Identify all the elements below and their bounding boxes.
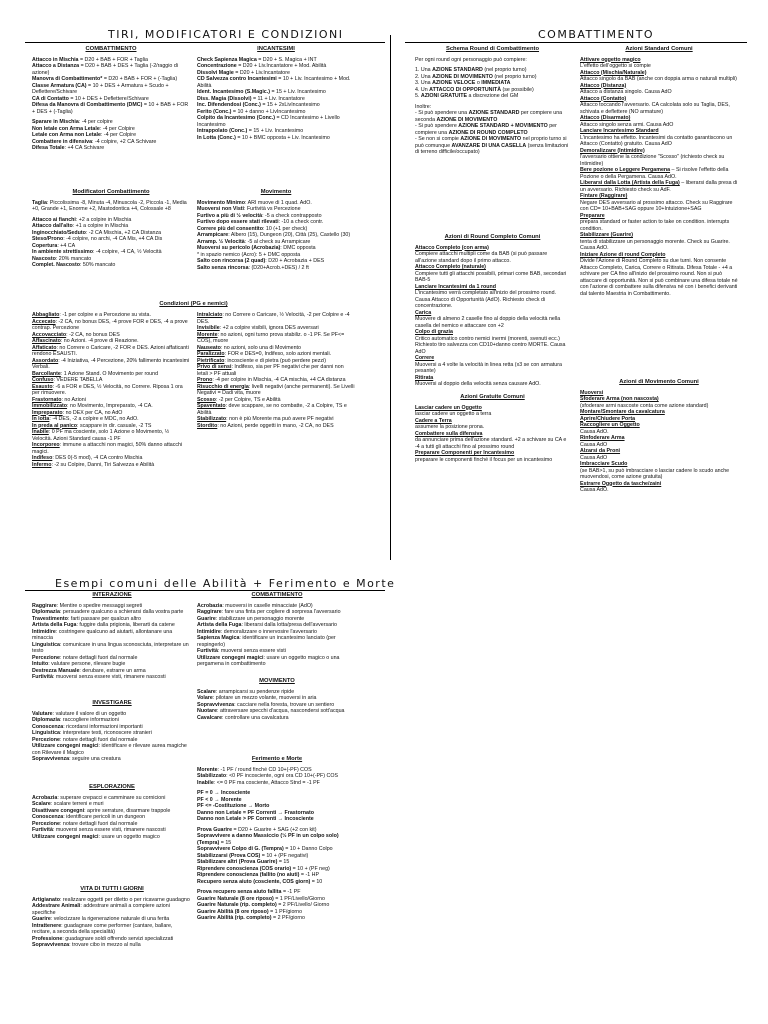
text-line: Morente: -1 PF / round finché CD 10+(-PF) COS [197,766,312,773]
text-line: (se BAB>1, su può imbracciare o lasciar cadere lo scudo anche muovendosi, come azione gratuita) [580,467,730,480]
text-line: Inoltre: [415,103,432,110]
round-completo-lines [415,245,570,388]
standard-lines [580,57,738,298]
text-line: Combattere sulla difensiva [415,430,483,437]
text-line: Stordito: no Azioni, perde oggetti in mano, -2 CA, no DES [197,422,334,429]
text-line: Furtività: muoversi senza essere visti [197,648,286,654]
text-line: In lotta: -4 DES, -2 a colpire e MDC, no AdO. [32,416,139,422]
left-title-rule [25,42,385,43]
text-line: Attacco ai fianchi: +2 a colpire in Mischia [32,216,132,223]
text-line: Prono: -4 per colpire in Mischia, -4 CA mischia, +4 CA distanza [197,377,346,383]
text-line: Muoversi a 4 volte la velocità in linea retta (x3 se con armatura pesante) [415,361,562,374]
condizioni-left-lines [32,312,190,468]
movimento2-section [197,678,357,721]
text-line: Compiere tutti gli attacchi possibili, primari come BAB, secondari BAB-5 [415,270,567,283]
text-line: Divide l'Azione di Round Completo su due turni. Non consente Attacco Completo, Carica, Correre o Ritirata. Difesa Totale - +4 a schivare per CA fino all'inizio del prossimo round. Non si può attaccare di opportunità. Non si può combinare una difesa totale né con l'azione di combattere sulla difensiva né con i benefici derivanti dal talento Maestria in Combattimento. [580,258,738,297]
text-line: Concentrazione = D20 + Liv.Incantatore + Mod. Abilità [197,63,327,69]
text-line: Artigianato: realizzare oggetti per diletto o per ricavarne guadagno [32,896,190,903]
text-line: Riprendere conoscienza (fallito (no aiuti) = -1 HP [197,872,319,878]
text-line: 3. Una AZIONE VELOCE o IMMEDIATA [415,80,511,86]
text-line: Dissolvi Magie = D20 + Liv.Incantatore [197,69,290,76]
text-line: (sfoderare armi nascoste conta come azione standard) [580,402,709,409]
text-line: Ritirata [415,374,434,381]
text-line: Risucchio di energia: livelli negativi (anche permanenti). Se Livelli Negativi = Dadi vita, muore [197,383,355,396]
text-line: PF = 0 → Incosciente [197,790,251,796]
text-line: Stabilizzarsi (Prova COS) = 10 + (PF negativi) [197,852,309,859]
text-line: Conoscenza: identificare pericoli in un dungeon [32,814,146,820]
text-line: Recupero senza aiuto (cosciente, COS giorn) = 10 [197,878,323,885]
text-line: Attacco singolo senza armi. Causa AdO [580,121,674,128]
text-line: Prova Guarire = D20 + Guarire + SAG (+2 con kit) [197,826,317,833]
text-line: Attacco (Mischia/Naturale) [580,69,647,76]
movimento-comuni-heading: Azioni di Movimento Comuni [619,379,699,385]
text-line: Frastornato: no Azioni [32,396,86,403]
text-line: CA di Contatto = 10 + DES + Deflettere/Schivare [32,95,149,102]
text-line: Scalare: scalare terreni e muri [32,801,104,807]
text-line: Rinfoderare Arma [580,435,625,441]
text-line: Copertura: +4 CA [32,242,76,249]
text-line: Acrobazia: muoversi in caselle minacciate (AdO) [197,602,313,609]
text-line: tenta di stabilizzare un personaggio morente. Check su Guarire. Causa AdO. [580,238,730,251]
text-line: L'effetto dell'oggetto si compie [580,63,651,69]
text-line: Arramp. ½ Velocità: -5 al check su Arrampicare [197,238,311,245]
text-line: Assordato: -4 Iniziativa, -4 Percezione, 20% fallimento incantesimi Verbali. [32,357,190,370]
text-line: Destrezza Manuale: derubare, estrarre un arma [32,667,146,674]
investigare-heading: INVESTIGARE [92,700,132,706]
text-line: Professione: guadagnare soldi offrendo servizi specializzati [32,935,174,942]
incantesimi-lines [197,57,355,142]
gratuite-section [415,394,570,463]
text-line: Stabilizzare (Guarire) [580,232,633,238]
text-line: Pietrificato: incosciente e di pietra (può perdere pezzi) [197,357,326,364]
text-line: Danno non Letale > PF Correnti → Incosciente [197,816,314,822]
text-line: Attacco Completo (naturale) [415,264,486,270]
combattimento2-section [197,592,357,668]
text-line: Incorporeo: immune a attacchi non magici, 50% danno attacchi magici. [32,442,183,455]
modificatori-heading: Modificatori Combattimento [72,189,150,195]
text-line: Aprire/Chiudere Porta [580,415,636,422]
schema-section [415,46,570,156]
text-line: Abbagliato: -1 per colpire e a Percezione su vista. [32,312,151,318]
investigare-lines [32,711,192,763]
schema-heading: Schema Round di Combattimento [445,46,540,52]
text-line: Causa AdO [580,454,608,461]
text-line: Privo di sensi: Indifeso, sia per PF negativi che per danni non letali > PF attuali [197,364,344,377]
text-line: Attacco a Distanza = D20 + BAB + DES + Taglia (-2/raggio di azione) [32,63,178,76]
text-line: Utilizzare congegni magici: usare un oggetto magico [32,833,160,840]
movimento-section [197,189,355,271]
combattimento-section [32,46,190,152]
text-line: Cavalcare: controllare una cavalcatura [197,714,289,721]
text-line: Iniziare Azione di round Completo [580,251,666,258]
text-line: Morente: no azioni, ogni turno prova stabiliz. o -1 PF. Se PF<= COS), muore [197,331,345,344]
text-line: Percezione: notare dettagli fuori dal normale [32,820,138,827]
text-line: Combattere in difensiva: -4 colpire, +2 CA Schivare [32,138,157,145]
vertical-divider [390,35,391,560]
text-line: Attacco (Contatto) [580,95,627,102]
gratuite-heading: Azioni Gratuite Comuni [460,394,525,400]
standard-heading: Azioni Standard Comuni [625,46,693,52]
condizioni-heading: Condizioni (PG e nemici) [159,301,228,307]
text-line: Raggirare: fare una finta per cogliere di sorpresa l'avversario [197,609,341,615]
text-line: Correre [415,355,435,361]
text-line: L'incantesimo ha effetto. Incantesimi da contatto garantiscono un Attacco (Contatto) gratuito. Causa AdO [580,134,733,147]
text-line: Barcollante: 1 Azione Stand. O Movimento per round [32,370,159,377]
text-line: PF <= -Costituzione → Morto [197,803,270,809]
schema-lines [415,57,570,156]
text-line: Guarire Naturale (8 ore riposo) = 1 PF/Livello/Giorno [197,895,325,902]
text-line: Prova recupero senza aiuto fallita = -1 PF [197,889,301,895]
text-line: Salto senza rincorsa: (D20+Acrob.+DES) / 2 ft [197,264,309,271]
text-line: Lanciare Incantesimo Standard [580,128,659,134]
text-line: Raggirare: Mentire o spedire messaggi segreti [32,602,143,609]
modificatori-section [32,189,190,269]
text-line: Inabile: 0 PF ma cosciente, solo 1 Azione o Movimento, ½ Velocità. Azioni Standard causa -1 PF [32,429,170,442]
text-line: In Lotta (Conc.) = 10 + BMC opposta + Liv. Incantesimo [197,134,330,141]
text-line: prepara standard or faster action to take on condition. interrupts condition. [580,219,730,232]
text-line: Intralciato: no Correre o Caricare, ½ Velocità, -2 per Colpire e -4 DES. [197,312,350,325]
text-line: Demoralizzare (Intimidire) [580,147,645,154]
text-line: In preda al panico: scappare in dir. casuale, -2 TS [32,422,152,429]
text-line: Muovere di almeno 2 caselle fino al doppio della velocità nella casella del nemico e attaccare con +2 [415,316,561,329]
round-completo-heading: Azioni di Round Completo Comuni [444,234,541,240]
text-line: Causa AdO [580,441,608,448]
text-line: Nauseato: no azioni, solo una di Movimento [197,344,301,351]
text-line: Classe Armatura (CA) = 10 + DES + Armatura + Scudo + Deflettere/Schivare [32,82,169,95]
text-line: Arrampicare: Albero (15), Dungeon (20), Città (25), Castello (30) [197,232,351,238]
text-line: Guarire Abilità (rip. completo) = 2 PF/giorno [197,915,305,921]
text-line: Inabile: <= 0 PF ma cosciente, Attacco Stnd = -1 PF [197,779,320,786]
text-line: Raccogliere un Oggetto [580,422,640,428]
text-line: - Si può spendere una AZIONE STANDARD per compiere una seconda AZIONE DI MOVIMENTO [415,110,563,123]
text-line: Danno non Letale = PF Correnti → Frastornato [197,809,314,816]
movimento2-lines [197,689,357,722]
text-line: Critico automatico contro nemici inermi (morenti, svenuti ecc.) Richiesto tiro salvezza con CD10+danno contro MORTE. Causa AdO [415,335,566,355]
interazione-heading: INTERAZIONE [92,592,132,598]
text-line: Guarire: stabilizzare un personaggio morente [197,615,305,622]
text-line: Conoscenza: ricordarsi informazioni importanti [32,723,143,730]
ferimento-heading: Ferimento e Morte [251,756,303,762]
text-line: Stabilizzare altri (Prova Guarire) = 15 [197,859,290,865]
text-line: - Se non si compie AZIONE DI MOVIMENTO nel proprio turno si può comunque AVANZARE DI UNA CASELLA (senza limitazioni di terreno difficile/occupato) [415,136,569,155]
text-line: In ambiente strettissimo: -4 colpire, -4 CA, ½ Velocità [32,249,162,255]
text-line: Bere pozione o Leggere Pergamena – Si risolve l'effetto della Pozione o della Pergamena. Causa AdO. [580,167,729,180]
text-line: Causa AdO. [580,487,609,493]
text-line: Difesa da Manovra di Combattimento (DMC) = 10 + BAB + FOR + DES + (-Taglia) [32,102,189,115]
text-line: Attacco Completo (con arma) [415,244,489,251]
text-line: Affaticato: no Correre o Caricare, -2 FOR e DES. Azioni affaticanti rendono ESAUSTI. [32,344,189,357]
text-line: Disattivare congegni: aprire serrature, disarmare trappole [32,807,171,814]
text-line: Infermo: -2 su Colpire, Danni, Tiri Salvezza e Abilità [32,461,155,468]
text-line: Impreparato: no DEX per CA, no AdO [32,409,123,416]
text-line: Complet. Nascosto: 50% mancato [32,262,116,268]
gratuite-lines [415,405,570,464]
text-line: Causa AdO. [580,428,609,435]
text-line: Stabilizzato: <0 PF incosciente, ogni ora CD 10+(-PF) COS [197,773,339,779]
text-line: Nuotare: attraversare specchi d'acqua, nascondersi sott'acqua [197,708,345,714]
combattimento-lines [32,57,190,152]
text-line: Alzarsi da Proni [580,448,621,454]
text-line: Indifeso: DES 0(-5 mod), -4 CA contro Mischia [32,455,143,461]
movimento-heading: Movimento [260,189,292,195]
text-line: Attacco dall'alto: +1 a colpire in Mischia [32,223,129,229]
text-line: Sapienza Magica: identificare un incantesimo lanciato (per respingerlo) [197,635,336,648]
condizioni-right-lines [197,312,355,429]
esplorazione-lines [32,795,192,841]
text-line: Imbracciare Scudo [580,461,628,467]
movimento-comuni-section [580,379,738,494]
text-line: 4. Un ATTACCO DI OPPORTUNITÀ (se possibile) [415,86,534,93]
text-line: PF < 0 → Morente [197,796,242,803]
text-line: Carica [415,309,432,316]
text-line: Confuso: VEDERE TABELLA [32,377,103,383]
right-title: COMBATTIMENTO [538,28,655,41]
text-line: Muoversi su pericolo (Acrobazia): DMC opposta [197,245,316,251]
text-line: Sfoderare Arma (non nascosta) [580,396,659,402]
text-line: Riprendere conoscienza (COS orario) = 10 + (PF neg) [197,865,330,872]
text-line: Addestrare Animali: addestrare animali a compiere azioni specifiche [32,903,170,916]
text-line: Fintare (Raggirare) [580,193,628,199]
esplorazione-section [32,784,192,840]
text-line: L'incantesimo verrà completato all'inizio del prossimo round. Causa Attacco di Opportunità (AdO). Richiesto check di concentrazione. [415,290,556,309]
text-line: Correre più del consentito: 10 (+1 per check) [197,225,308,232]
vita-lines [32,897,192,949]
text-line: Paralizzato: FOR e DES=0, Indifeso, solo azioni mentali. [197,351,332,357]
text-line: Guarire Abilità (8 ore riposo) = 1 PF/giorno [197,908,303,915]
incantesimi-heading: INCANTESIMI [257,46,295,52]
text-line: Intrappolato (Conc.) = 15 + Liv. Incantesimo [197,128,304,134]
text-line: Accovacciato: -2 CA, no bonus DES [32,331,120,338]
text-line: Artista della Fuga: liberarsi dalla lotta/presa dell'avversario [197,622,337,628]
text-line: Sopravvivenza: trovare cibo in mezzo al nulla [32,942,141,948]
combattimento-heading: COMBATTIMENTO [85,46,137,52]
text-line: Muoversi non Visti: Furtività vs Percezione [197,206,301,212]
text-line: Stabilizzato: non è più Morente ma può avere PF negativi [197,416,334,422]
text-line: Estrarre Oggetto da tasche/zaini [580,480,662,487]
text-line: Letale con Arma non Letale: -4 per Colpire [32,132,137,138]
text-line: Guarire: velocizzare la rigenerazione naturale di una ferita [32,916,170,922]
bottom-title-rule [25,590,385,591]
text-line: Artista della Fuga: fuggire dalla prigionia, liberarti da catene [32,622,175,628]
text-line: Attacco a distanza singolo. Causa AdO [580,89,672,95]
text-line: Attacco (Distanza) [580,82,627,89]
text-line: Scalare: arrampicarsi su pendenze ripide [197,688,295,695]
text-line: Sopravvivere Colpo di G. (Tempra) = 10 + Danno Colpo [197,846,333,852]
text-line: Furtività: muoversi senza essere visti, rimanere nascosti [32,827,166,833]
text-line: Immobilizzato: no Movimento, Impreparato, -4 CA. [32,403,153,409]
text-line: Cadere a Terra [415,417,452,424]
vita-section [32,886,192,949]
text-line: l'avversario ottiene la condizione "Scosso" (richiesto check su Intimidire) [580,154,725,167]
text-line: lasciar cadere un oggetto a terra [415,411,492,417]
text-line: Negare DES avversario al prossimo attacco. Check su Raggirare con CD= 10+BAB+SAG oppure 10+Intuizione+SAG [580,199,733,212]
text-line: Inginocchiato/Seduto: -2 CA Mischia, +2 CA Distanza [32,229,162,236]
text-line: Muoversi al doppio della velocità senza causare AdO. [415,381,541,387]
incantesimi-section [197,46,355,141]
text-line: Spaventato: deve scappare, se no combatte, -2 a Colpire, TS e Abilità [197,403,347,416]
esplorazione-heading: ESPLORAZIONE [89,784,135,790]
text-line: Montare/Smontare da cavalcatura [580,409,665,415]
text-line: Diplomazia: raccogliere informazioni [32,717,119,723]
text-line: 2. Una AZIONE DI MOVIMENTO (nel proprio turno) [415,73,537,80]
text-line: Ferito (Conc.) = 10 + danno + LivIncantesimo [197,108,306,115]
text-line: Colpo di grazia [415,329,453,335]
text-line: Colpito da Incantesimo (Conc.) = CD Incantesimo + Livello Incantesimo [197,115,340,128]
text-line: Steso/Prono: -4 colpire, no archi, -4 CA Mis, +4 CA Dis [32,236,163,242]
text-line: Ident. Incantesimo (S.Magic.) = 15 + Liv. Incantesimo [197,89,326,95]
text-line: Travestimento: farti passare per qualcun altro [32,615,141,622]
text-line: * in spazio nemico (Acro): 5 + DMC opposta [197,251,301,258]
text-line: - Si può spendere AZIONE STANDARD + MOVIMENTO per compiere una AZIONE DI ROUND COMPLETO [415,123,557,136]
text-line: Attacco singolo da BAB (anche con doppia arma o naturali multipli) [580,76,737,82]
text-line: da annunciare prima dell'azione standard. +2 a schivare su CA e -4 a tutti gli attacchi fino al prossimo round [415,437,567,450]
text-line: Taglia: Piccolissima -8, Minuta -4, Minuscola -2, Piccola -1, Media +0, Grande +1, Enorme +2, Mastodontica +4, Colossale +8 [32,199,187,212]
text-line: Liberarsi dalla Lotta (Artista della Fuga) – liberarsi dalla presa di un avversario. Richiesto check su AdF. [580,180,738,193]
text-line: Attivare oggetto magico [580,56,641,63]
text-line: Esausto: -6 a FOR e DES, ½ Velocità, no Correre. Riposa 1 ora per rimuovere. [32,383,183,396]
text-line: Preparare [580,212,605,219]
condizioni-left-section [32,312,190,468]
text-line: Inc. Difendendosi (Conc.) = 15 + 2xLivIncantesimo [197,102,320,108]
text-line: Intimidire: demoralizzare o innervosire l'avversario [197,628,317,635]
text-line: Muoversi [580,389,604,396]
text-line: Valutare: valutare il valore di un oggetto [32,710,127,717]
interazione-lines [32,603,192,681]
text-line: Preparare Componenti per Incantesimo [415,450,515,456]
text-line: Intimidire: costringere qualcuno ad aiutarti, allontanare una minaccia [32,628,173,641]
modificatori-lines [32,200,190,269]
text-line: Furtività: muoversi senza essere visti, rimanere nascosti [32,674,166,680]
combattimento2-heading: COMBATTIMENTO [251,592,303,598]
text-line: Per ogni round ogni personaggio può compiere: [415,56,527,63]
movimento2-heading: MOVIMENTO [259,678,295,684]
ferimento-section [197,756,357,922]
text-line: Lanciare Incantesimi da 1 round [415,283,496,290]
text-line: Volare: pilotare un mezzo volante, muoversi in aria [197,695,317,701]
condizioni-right-section [197,312,355,429]
text-line: Nascosto: 20% mancato [32,255,92,262]
text-line: Furtivo dopo essere stati rilevati: -10 a check contr. [197,219,324,225]
movimento-comuni-lines [580,390,738,494]
text-line: Sparare in Mischia: -4 per colpire [32,119,113,125]
text-line: Check Sapienza Magica = D20 + S. Magica + INT [197,56,317,63]
vita-heading: VITA DI TUTTI I GIORNI [80,886,144,892]
text-line: Percezione: notare dettagli fuori dal normale [32,736,138,743]
text-line: Salto con rincorsa (2 quad): D20 + Acrobazia + DES [197,258,325,264]
ferimento-lines [197,767,357,922]
text-line: Diss. Magia (Dissolvi) = 11 + Liv. Incantatore [197,95,305,102]
investigare-section [32,700,192,763]
text-line: Non letale con Arma Letale: -4 per Colpire [32,125,135,132]
text-line: Furtivo a più di ½ velocità: -5 a check contrapposto [197,212,322,219]
text-line: Difesa Totale: +4 CA Schivare [32,145,105,151]
bottom-title: Esempi comuni delle Abilità + Ferimento e Morte [55,577,396,590]
text-line: Sopravvivere a danno Massiccio (½ PF in un colpo solo) (Tempra) = 15 [197,833,339,846]
left-title: TIRI, MODIFICATORI E CONDIZIONI [108,28,344,41]
standard-section [580,46,738,297]
text-line: Utilizzare congegni magici: identificare e rilevare aurea magiche con Rilevare il Magico [32,743,187,756]
text-line: Invisibile: +2 a colpire visibili, ignora DES avversari [197,325,319,331]
text-line: Guarire Naturale (rip. completo) = 2 PF/Livello/ Giorno [197,902,330,908]
text-line: Affascinato: no Azioni. -4 prove di Reazione. [32,338,139,344]
text-line: Percezione: notare dettagli fuori dal normale [32,654,138,661]
text-line: preparare le componenti finché il focus per un incantesimo [415,456,553,463]
round-completo-section [415,234,570,388]
text-line: Lasciar cadere un Oggetto [415,404,482,411]
movimento-lines [197,200,355,272]
text-line: 1. Una AZIONE STANDARD (nel proprio turno) [415,67,527,73]
text-line: Compiere attacchi multipli come da BAB (si può passare all'azione standard dopo il primo attacco. [415,251,548,264]
text-line: Attacco in Mischia = D20 + BAB + FOR + Taglia [32,56,148,63]
text-line: Intrattenere: guadagnare come performer (cantare, ballare, recitare, a seconda della specialità) [32,922,173,935]
text-line: Movimento Minimo: ARI muove di 1 quad. AdO. [197,199,312,206]
text-line: Attacco (Disarmato) [580,115,631,121]
text-line: 5. AZIONI GRATUITE a discrezione del GM [415,93,519,99]
text-line: Sopravvivenza: cacciare nella foresta, trovare un sentiero [197,701,335,708]
combattimento2-lines [197,603,357,668]
text-line: Linguistica: comunicare in una lingua sconosciuta, interpretare un testo [32,641,189,654]
text-line: Linguistica: interpretare testi, riconoscere stranieri [32,730,152,736]
text-line: Scosso: -2 per Colpire, TS e Abilità [197,396,281,403]
text-line: Intuito: valutare persone, rilevare bugie [32,661,126,667]
text-line: assumere la posizione prona. [415,424,485,430]
text-line: Acrobazia: superare crepacci e camminare su cornicioni [32,794,166,801]
right-title-rule [405,42,747,43]
text-line: Sopravvivenza: seguire una creatura [32,756,121,762]
text-line: Utilizzare congegni magici: usare un oggetto magico o una pergamena in combattimento [197,654,340,667]
text-line: Manovra di Combattimento* = D20 + BAB + FOR + (-Taglia) [32,76,178,82]
text-line: Diplomazia: persuadere qualcuno a schierarsi dalla vostra parte [32,609,184,615]
interazione-section [32,592,192,681]
text-line: CD Salvezza contro Incantesimi = 10 + Liv. Incantesimo + Mod. Abilità [197,76,351,89]
text-line: Attacco toccando l'avversario. CA calcolata solo su Taglia, DES, schivata e deflettere (NO armature) [580,102,730,115]
text-line: Accecato: -2 CA, no bonus DES, -4 prove FOR e DES, -4 a prove contrap. Percezione [32,318,188,331]
